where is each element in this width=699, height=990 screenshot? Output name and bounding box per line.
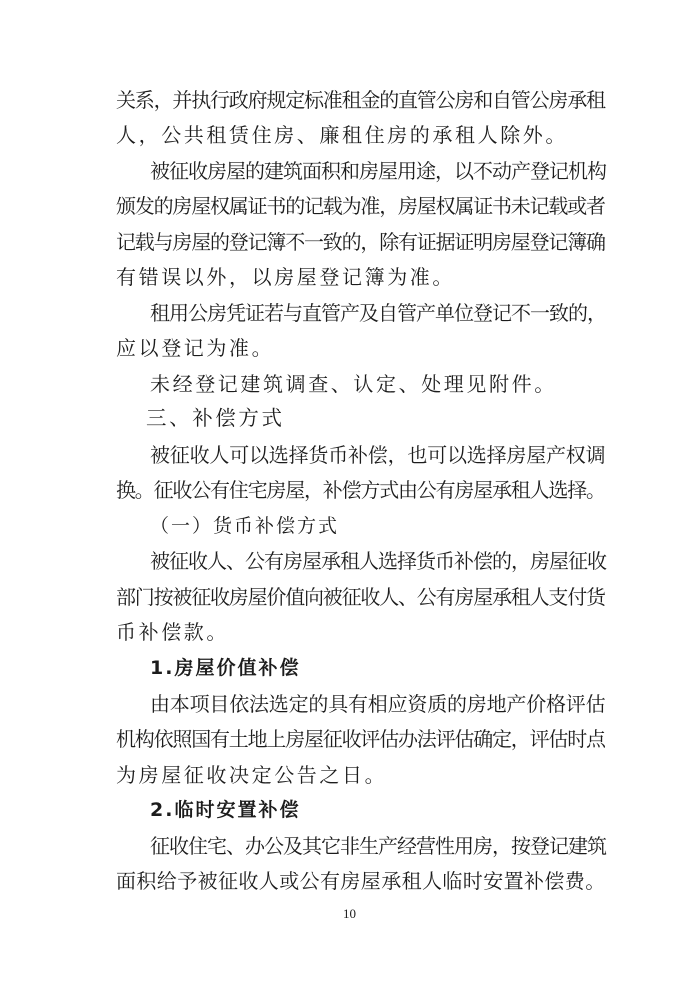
- text-line: 有错误以外，以房屋登记簿为准。: [116, 265, 455, 289]
- text-line: 应以登记为准。: [116, 336, 275, 360]
- text-line: 由本项目依法选定的具有相应资质的房地产价格评估: [150, 692, 606, 716]
- subsection-heading: （一）货币补偿方式: [150, 515, 340, 537]
- text-line: 机构依照国有土地上房屋征收评估办法评估确定，评估时点: [116, 727, 605, 751]
- text-line: 被征收人、公有房屋承租人选择货币补偿的，房屋征收: [150, 549, 606, 573]
- section-heading: 三、补偿方式: [146, 406, 285, 430]
- item-heading: 1.房屋价值补偿: [150, 657, 301, 679]
- text-line: 未经登记建筑调查、认定、处理见附件。: [150, 372, 557, 396]
- text-line: 部门按被征收房屋价值向被征收人、公有房屋承租人支付货: [116, 585, 605, 609]
- text-line: 租用公房凭证若与直管产及自管产单位登记不一致的，: [150, 301, 606, 325]
- text-line: 换。征收公有住宅房屋，补偿方式由公有房屋承租人选择。: [116, 478, 605, 502]
- text-line: 征收住宅、办公及其它非生产经营性用房，按登记建筑: [150, 834, 606, 858]
- text-line: 面积给予被征收人或公有房屋承租人临时安置补偿费。: [116, 869, 606, 893]
- text-line: 记载与房屋的登记簿不一致的，除有证据证明房屋登记簿确: [116, 230, 605, 254]
- page-number: 10: [343, 906, 356, 921]
- text-line: 人，公共租赁住房、廉租住房的承租人除外。: [116, 123, 568, 147]
- text-line: 被征收房屋的建筑面积和房屋用途，以不动产登记机构: [150, 159, 606, 183]
- text-line: 关系，并执行政府规定标准租金的直管公房和自管公房承租: [116, 88, 605, 112]
- text-line: 币补偿款。: [116, 620, 229, 644]
- text-line: 为房屋征收决定公告之日。: [116, 763, 388, 787]
- item-heading: 2.临时安置补偿: [150, 799, 301, 821]
- text-line: 颁发的房屋权属证书的记载为准，房屋权属证书未记载或者: [116, 194, 605, 218]
- text-line: 被征收人可以选择货币补偿，也可以选择房屋产权调: [150, 443, 606, 467]
